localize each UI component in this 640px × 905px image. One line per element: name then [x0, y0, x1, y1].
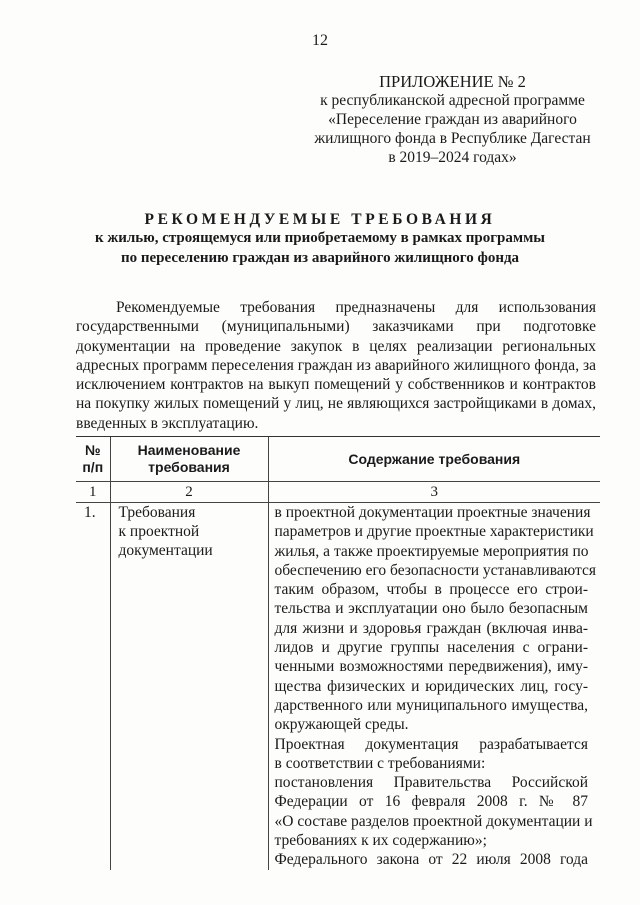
header-content: Содержание требования [268, 437, 600, 482]
content-line: Федерации от 16 февраля 2008 г. № 87 [274, 793, 588, 811]
content-line: ченными возможностями передвижения), иму- [274, 658, 588, 676]
subtitle-line: по переселению граждан из аварийного жилищного фонда [120, 250, 520, 266]
appendix-line: в 2019–2024 годах» [388, 149, 517, 166]
intro-line: Рекомендуемые требования предназначены для использования [116, 299, 596, 316]
content-line: Федерального закона от 22 июля 2008 года [274, 851, 588, 869]
intro-line: адресных программ переселения граждан из аварийного жилищного фонда, за [76, 356, 596, 374]
content-line: окружающей среды. [274, 716, 409, 734]
content-line: в соответствии с требованиями: [274, 754, 486, 772]
header-name: Наименование требования [110, 437, 268, 482]
content-line: «О составе разделов проектной документации и [274, 812, 593, 830]
document-title: РЕКОМЕНДУЕМЫЕ ТРЕБОВАНИЯ [144, 211, 496, 228]
content-line: обеспечению его безопасности устанавливаются [274, 561, 597, 579]
appendix-title: ПРИЛОЖЕНИЕ № 2 [379, 72, 526, 91]
column-number: 3 [268, 482, 600, 503]
page-number: 12 [312, 32, 328, 49]
content-line: постановления Правительства Российской [274, 774, 588, 792]
content-line: таким образом, чтобы в процессе его строи- [274, 581, 588, 599]
intro-line: государственными (муниципальными) заказчиками при подготовке [76, 318, 596, 336]
intro-line: исключением контрактов на выкуп помещений у собственников и контрактов [76, 376, 596, 394]
appendix-line: жилищного фонда в Республике Дагестан [314, 130, 591, 147]
content-line: дарственного или муниципального имущества, [274, 696, 588, 714]
table-header-row [76, 437, 600, 482]
row-name [110, 503, 268, 870]
table-row [76, 503, 600, 870]
row-number: 1. [84, 504, 96, 521]
row-name-line: документации [118, 542, 213, 559]
row-name-line: к проектной [118, 523, 200, 540]
header-number: № п/п [76, 437, 110, 482]
row-content [268, 503, 600, 870]
content-line: Проектная документация разрабатывается [274, 735, 588, 753]
content-line: в проектной документации проектные значения [274, 504, 591, 521]
content-line: лидов и другие группы населения с ограни- [274, 639, 588, 657]
content-line: тельства и эксплуатации оно было безопасным [274, 600, 588, 618]
appendix-line: к республиканской адресной программе [320, 92, 585, 109]
document-subtitle [0, 228, 640, 268]
appendix-header [300, 72, 605, 167]
column-number: 1 [76, 482, 110, 503]
content-line: для жизни и здоровья граждан (включая инва- [274, 619, 588, 637]
column-number: 2 [110, 482, 268, 503]
content-line: жилья, а также проектируемые мероприятия по [274, 542, 589, 560]
intro-line: на покупку жилых помещений у лиц, не являющихся застройщиками в домах, [76, 395, 596, 413]
intro-line: введенных в эксплуатацию. [76, 414, 259, 432]
content-line: требованиях к их содержанию»; [274, 832, 487, 850]
intro-paragraph [76, 298, 596, 433]
requirements-table [76, 436, 600, 870]
intro-line: документации на проведение закупок в целях реализации региональных [76, 337, 596, 355]
content-line: параметров и другие проектные характеристики [274, 523, 594, 541]
row-name-line: Требования [118, 504, 196, 521]
subtitle-line: к жилью, строящемуся или приобретаемому в рамках программы [94, 230, 546, 246]
column-numbers-row [76, 482, 600, 503]
content-line: щества физических и юридических лиц, госу- [274, 677, 588, 695]
appendix-line: «Переселение граждан из аварийного [328, 111, 577, 128]
